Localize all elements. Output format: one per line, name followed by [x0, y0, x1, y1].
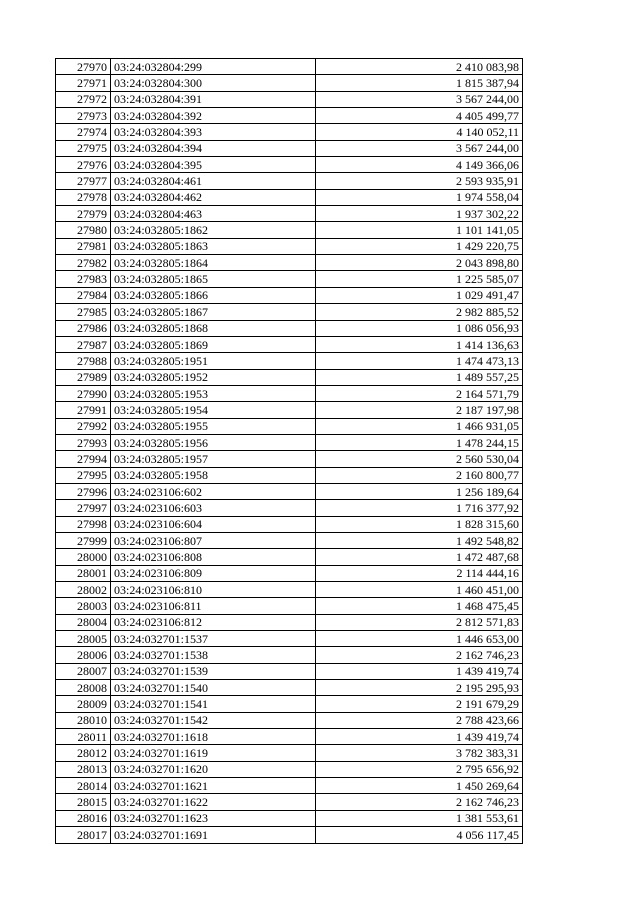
- cadastral-value-table: [55, 58, 523, 844]
- cadastral-value-cell: 2 191 679,29: [316, 696, 523, 712]
- table-row: [56, 712, 523, 728]
- row-number-cell: 27972: [56, 91, 111, 107]
- row-number-cell: 28001: [56, 565, 111, 581]
- row-number-cell: 27986: [56, 320, 111, 336]
- cadastral-value-cell: 1 937 302,22: [316, 206, 523, 222]
- cadastral-value-cell: 1 460 451,00: [316, 582, 523, 598]
- table-row: [56, 75, 523, 91]
- cadastral-value-cell: 1 828 315,60: [316, 516, 523, 532]
- table-row: [56, 761, 523, 777]
- row-number-cell: 28006: [56, 647, 111, 663]
- cadastral-value-cell: 3 782 383,31: [316, 745, 523, 761]
- table-row: [56, 157, 523, 173]
- cadastral-value-cell: 1 466 931,05: [316, 418, 523, 434]
- cadastral-value-cell: 2 788 423,66: [316, 712, 523, 728]
- row-number-cell: 28011: [56, 729, 111, 745]
- table-row: [56, 549, 523, 565]
- cadastral-value-cell: 1 450 269,64: [316, 778, 523, 794]
- cadastral-number-cell: 03:24:032804:395: [111, 157, 316, 173]
- row-number-cell: 27990: [56, 385, 111, 401]
- row-number-cell: 28009: [56, 696, 111, 712]
- cadastral-number-cell: 03:24:023106:809: [111, 565, 316, 581]
- cadastral-number-cell: 03:24:032804:462: [111, 189, 316, 205]
- cadastral-number-cell: 03:24:023106:808: [111, 549, 316, 565]
- cadastral-number-cell: 03:24:032805:1953: [111, 385, 316, 401]
- cadastral-value-cell: 4 056 117,45: [316, 827, 523, 843]
- cadastral-value-cell: 1 225 585,07: [316, 271, 523, 287]
- table-row: [56, 647, 523, 663]
- row-number-cell: 27999: [56, 532, 111, 548]
- row-number-cell: 27992: [56, 418, 111, 434]
- cadastral-value-cell: 1 468 475,45: [316, 598, 523, 614]
- cadastral-value-cell: 1 446 653,00: [316, 631, 523, 647]
- row-number-cell: 27975: [56, 140, 111, 156]
- cadastral-value-cell: 2 410 083,98: [316, 59, 523, 75]
- table-row: [56, 353, 523, 369]
- cadastral-value-cell: 1 474 473,13: [316, 353, 523, 369]
- cadastral-number-cell: 03:24:032701:1538: [111, 647, 316, 663]
- cadastral-value-cell: 1 439 419,74: [316, 729, 523, 745]
- cadastral-number-cell: 03:24:032701:1619: [111, 745, 316, 761]
- cadastral-number-cell: 03:24:032805:1951: [111, 353, 316, 369]
- cadastral-number-cell: 03:24:032805:1867: [111, 304, 316, 320]
- table-row: [56, 631, 523, 647]
- table-row: [56, 206, 523, 222]
- table-row: [56, 467, 523, 483]
- row-number-cell: 28007: [56, 663, 111, 679]
- table-row: [56, 124, 523, 140]
- row-number-cell: 28002: [56, 582, 111, 598]
- table-row: [56, 532, 523, 548]
- cadastral-value-cell: 1 429 220,75: [316, 238, 523, 254]
- cadastral-number-cell: 03:24:032805:1957: [111, 451, 316, 467]
- table-row: [56, 173, 523, 189]
- row-number-cell: 28016: [56, 810, 111, 826]
- row-number-cell: 27985: [56, 304, 111, 320]
- cadastral-number-cell: 03:24:023106:603: [111, 500, 316, 516]
- table-row: [56, 745, 523, 761]
- row-number-cell: 27974: [56, 124, 111, 140]
- table-row: [56, 778, 523, 794]
- table-row: [56, 238, 523, 254]
- row-number-cell: 27988: [56, 353, 111, 369]
- cadastral-value-cell: 1 815 387,94: [316, 75, 523, 91]
- row-number-cell: 27973: [56, 108, 111, 124]
- cadastral-number-cell: 03:24:032805:1955: [111, 418, 316, 434]
- cadastral-number-cell: 03:24:032805:1958: [111, 467, 316, 483]
- row-number-cell: 27981: [56, 238, 111, 254]
- cadastral-number-cell: 03:24:032805:1865: [111, 271, 316, 287]
- cadastral-number-cell: 03:24:032701:1539: [111, 663, 316, 679]
- cadastral-value-cell: 3 567 244,00: [316, 140, 523, 156]
- cadastral-number-cell: 03:24:023106:810: [111, 582, 316, 598]
- cadastral-number-cell: 03:24:032701:1623: [111, 810, 316, 826]
- row-number-cell: 28012: [56, 745, 111, 761]
- row-number-cell: 27998: [56, 516, 111, 532]
- cadastral-number-cell: 03:24:032701:1618: [111, 729, 316, 745]
- table-row: [56, 810, 523, 826]
- row-number-cell: 27994: [56, 451, 111, 467]
- row-number-cell: 27979: [56, 206, 111, 222]
- cadastral-value-cell: 1 489 557,25: [316, 369, 523, 385]
- cadastral-number-cell: 03:24:032701:1541: [111, 696, 316, 712]
- row-number-cell: 27977: [56, 173, 111, 189]
- row-number-cell: 28008: [56, 680, 111, 696]
- row-number-cell: 27971: [56, 75, 111, 91]
- cadastral-value-cell: 2 795 656,92: [316, 761, 523, 777]
- cadastral-number-cell: 03:24:032804:392: [111, 108, 316, 124]
- cadastral-value-cell: 1 029 491,47: [316, 287, 523, 303]
- cadastral-value-cell: 2 162 746,23: [316, 794, 523, 810]
- row-number-cell: 27970: [56, 59, 111, 75]
- table-row: [56, 729, 523, 745]
- table-row: [56, 369, 523, 385]
- row-number-cell: 27995: [56, 467, 111, 483]
- table-row: [56, 255, 523, 271]
- cadastral-value-cell: 2 164 571,79: [316, 385, 523, 401]
- cadastral-value-cell: 1 974 558,04: [316, 189, 523, 205]
- cadastral-value-cell: 2 593 935,91: [316, 173, 523, 189]
- row-number-cell: 27976: [56, 157, 111, 173]
- row-number-cell: 28015: [56, 794, 111, 810]
- cadastral-number-cell: 03:24:032804:393: [111, 124, 316, 140]
- table-row: [56, 271, 523, 287]
- table-row: [56, 663, 523, 679]
- table-row: [56, 827, 523, 843]
- row-number-cell: 27984: [56, 287, 111, 303]
- cadastral-value-cell: 2 043 898,80: [316, 255, 523, 271]
- row-number-cell: 27983: [56, 271, 111, 287]
- table-row: [56, 287, 523, 303]
- table-row: [56, 451, 523, 467]
- table-row: [56, 222, 523, 238]
- cadastral-number-cell: 03:24:032805:1956: [111, 434, 316, 450]
- row-number-cell: 28000: [56, 549, 111, 565]
- cadastral-value-cell: 1 492 548,82: [316, 532, 523, 548]
- table-row: [56, 500, 523, 516]
- cadastral-number-cell: 03:24:032701:1691: [111, 827, 316, 843]
- cadastral-number-cell: 03:24:032701:1537: [111, 631, 316, 647]
- cadastral-value-cell: 2 114 444,16: [316, 565, 523, 581]
- row-number-cell: 28013: [56, 761, 111, 777]
- row-number-cell: 28010: [56, 712, 111, 728]
- cadastral-number-cell: 03:24:023106:812: [111, 614, 316, 630]
- cadastral-number-cell: 03:24:032804:463: [111, 206, 316, 222]
- cadastral-number-cell: 03:24:032701:1621: [111, 778, 316, 794]
- table-row: [56, 320, 523, 336]
- row-number-cell: 27993: [56, 434, 111, 450]
- cadastral-value-cell: 2 812 571,83: [316, 614, 523, 630]
- table-row: [56, 565, 523, 581]
- cadastral-number-cell: 03:24:032804:300: [111, 75, 316, 91]
- row-number-cell: 27982: [56, 255, 111, 271]
- table-row: [56, 418, 523, 434]
- table-row: [56, 59, 523, 75]
- row-number-cell: 27978: [56, 189, 111, 205]
- cadastral-number-cell: 03:24:032805:1863: [111, 238, 316, 254]
- cadastral-number-cell: 03:24:032805:1864: [111, 255, 316, 271]
- cadastral-value-cell: 1 472 487,68: [316, 549, 523, 565]
- row-number-cell: 27991: [56, 402, 111, 418]
- cadastral-number-cell: 03:24:032804:299: [111, 59, 316, 75]
- cadastral-value-cell: 1 439 419,74: [316, 663, 523, 679]
- table-row: [56, 483, 523, 499]
- cadastral-number-cell: 03:24:032805:1869: [111, 336, 316, 352]
- cadastral-number-cell: 03:24:032805:1952: [111, 369, 316, 385]
- cadastral-value-cell: 2 162 746,23: [316, 647, 523, 663]
- cadastral-number-cell: 03:24:032805:1866: [111, 287, 316, 303]
- row-number-cell: 28014: [56, 778, 111, 794]
- cadastral-number-cell: 03:24:032804:391: [111, 91, 316, 107]
- cadastral-number-cell: 03:24:023106:811: [111, 598, 316, 614]
- cadastral-number-cell: 03:24:032804:394: [111, 140, 316, 156]
- table-row: [56, 91, 523, 107]
- row-number-cell: 28003: [56, 598, 111, 614]
- table-row: [56, 794, 523, 810]
- cadastral-value-cell: 1 101 141,05: [316, 222, 523, 238]
- cadastral-number-cell: 03:24:032701:1540: [111, 680, 316, 696]
- table-row: [56, 516, 523, 532]
- table-row: [56, 680, 523, 696]
- cadastral-value-cell: 1 256 189,64: [316, 483, 523, 499]
- cadastral-number-cell: 03:24:032701:1620: [111, 761, 316, 777]
- cadastral-number-cell: 03:24:023106:602: [111, 483, 316, 499]
- table-row: [56, 598, 523, 614]
- table-row: [56, 402, 523, 418]
- cadastral-number-cell: 03:24:032805:1862: [111, 222, 316, 238]
- table-row: [56, 140, 523, 156]
- cadastral-number-cell: 03:24:032805:1954: [111, 402, 316, 418]
- cadastral-number-cell: 03:24:032805:1868: [111, 320, 316, 336]
- cadastral-value-cell: 2 560 530,04: [316, 451, 523, 467]
- cadastral-number-cell: 03:24:023106:604: [111, 516, 316, 532]
- cadastral-value-cell: 1 716 377,92: [316, 500, 523, 516]
- table-row: [56, 304, 523, 320]
- table-row: [56, 189, 523, 205]
- table-row: [56, 582, 523, 598]
- table-row: [56, 434, 523, 450]
- cadastral-value-cell: 1 414 136,63: [316, 336, 523, 352]
- row-number-cell: 27996: [56, 483, 111, 499]
- cadastral-number-cell: 03:24:032804:461: [111, 173, 316, 189]
- table-row: [56, 385, 523, 401]
- row-number-cell: 27980: [56, 222, 111, 238]
- cadastral-value-cell: 2 187 197,98: [316, 402, 523, 418]
- cadastral-number-cell: 03:24:032701:1622: [111, 794, 316, 810]
- cadastral-value-cell: 4 149 366,06: [316, 157, 523, 173]
- table-row: [56, 614, 523, 630]
- cadastral-value-cell: 4 405 499,77: [316, 108, 523, 124]
- cadastral-value-cell: 1 381 553,61: [316, 810, 523, 826]
- row-number-cell: 27997: [56, 500, 111, 516]
- table-row: [56, 108, 523, 124]
- cadastral-value-cell: 1 086 056,93: [316, 320, 523, 336]
- row-number-cell: 28017: [56, 827, 111, 843]
- cadastral-number-cell: 03:24:032701:1542: [111, 712, 316, 728]
- row-number-cell: 28004: [56, 614, 111, 630]
- cadastral-value-cell: 4 140 052,11: [316, 124, 523, 140]
- cadastral-value-cell: 2 982 885,52: [316, 304, 523, 320]
- table-row: [56, 336, 523, 352]
- cadastral-number-cell: 03:24:023106:807: [111, 532, 316, 548]
- table-body: [56, 59, 523, 844]
- row-number-cell: 27987: [56, 336, 111, 352]
- cadastral-value-cell: 1 478 244,15: [316, 434, 523, 450]
- row-number-cell: 27989: [56, 369, 111, 385]
- cadastral-value-cell: 3 567 244,00: [316, 91, 523, 107]
- table-row: [56, 696, 523, 712]
- cadastral-value-cell: 2 195 295,93: [316, 680, 523, 696]
- cadastral-value-cell: 2 160 800,77: [316, 467, 523, 483]
- row-number-cell: 28005: [56, 631, 111, 647]
